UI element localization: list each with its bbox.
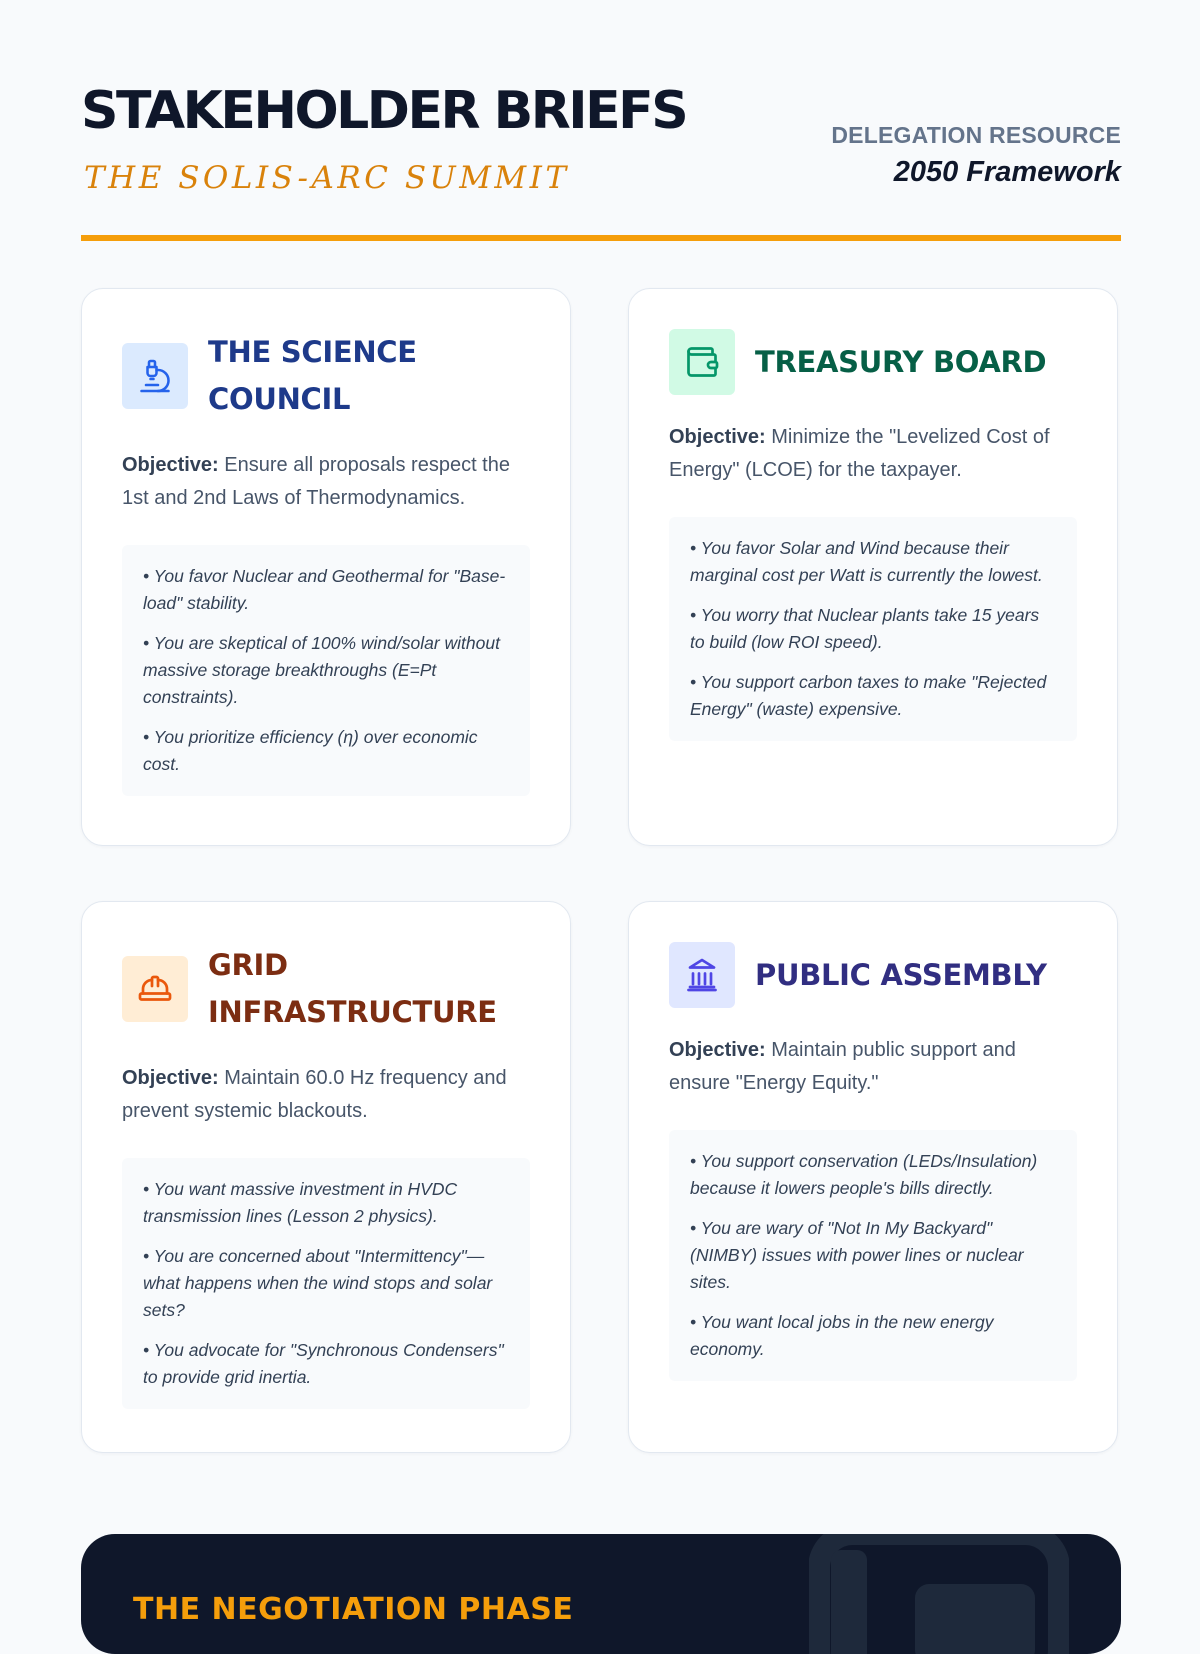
- list-item: • You are skeptical of 100% wind/solar without massive storage breakthroughs (E=Pt constraints).: [143, 633, 500, 707]
- list-item: • You favor Nuclear and Geothermal for "Base-load" stability.: [143, 566, 506, 613]
- list-item: • You want massive investment in HVDC transmission lines (Lesson 2 physics).: [143, 1179, 458, 1226]
- meta-label: DELEGATION RESOURCE: [831, 122, 1121, 148]
- card-grid-infrastructure: [81, 901, 571, 1453]
- list-item: • You worry that Nuclear plants take 15 years to build (low ROI speed).: [690, 605, 1040, 652]
- card-title: [208, 329, 417, 423]
- card-points: [122, 1158, 530, 1409]
- list-item: • You are wary of "Not In My Backyard" (NIMBY) issues with power lines or nuclear sites.: [690, 1218, 1024, 1292]
- list-item: • You are concerned about "Intermittency"—what happens when the wind stops and solar sets?: [143, 1246, 493, 1320]
- list-item: • You want local jobs in the new energy economy.: [690, 1312, 994, 1359]
- card-title-line: INFRASTRUCTURE: [208, 995, 497, 1029]
- negotiation-panel: [81, 1534, 1121, 1654]
- card-header: [122, 329, 530, 423]
- card-title: PUBLIC ASSEMBLY: [755, 957, 1047, 992]
- list-item: • You favor Solar and Wind because their marginal cost per Watt is currently the lowest.: [690, 538, 1043, 585]
- card-header: [669, 942, 1077, 1008]
- list-item: • You advocate for "Synchronous Condensers" to provide grid inertia.: [143, 1340, 504, 1387]
- microscope-icon: [122, 343, 188, 409]
- objective-text: Maintain public support and ensure "Energy Equity.": [669, 1039, 1016, 1094]
- list-item: • You prioritize efficiency (η) over economic cost.: [143, 727, 478, 774]
- page-header: [81, 78, 1121, 241]
- card-objective: [669, 1034, 1077, 1100]
- card-title: [208, 942, 497, 1036]
- card-objective: [122, 1062, 530, 1128]
- card-objective: [669, 421, 1077, 487]
- negotiation-title: THE NEGOTIATION PHASE: [133, 1592, 574, 1627]
- card-public-assembly: [628, 901, 1118, 1453]
- header-meta: [831, 122, 1121, 189]
- hard-hat-icon: [122, 956, 188, 1022]
- objective-text: Maintain 60.0 Hz frequency and prevent systemic blackouts.: [122, 1067, 507, 1122]
- card-header: [122, 942, 530, 1036]
- card-title-line: COUNCIL: [208, 382, 351, 416]
- card-science-council: [81, 288, 571, 846]
- card-objective: [122, 449, 530, 515]
- card-points: [669, 517, 1077, 741]
- meta-value: 2050 Framework: [893, 156, 1121, 188]
- objective-text: Minimize the "Levelized Cost of Energy" (LCOE) for the taxpayer.: [669, 426, 1050, 481]
- objective-label: Objective:: [122, 1067, 219, 1089]
- list-item: • You support conservation (LEDs/Insulation) because it lowers people's bills directly.: [690, 1151, 1038, 1198]
- card-points: [122, 545, 530, 796]
- objective-label: Objective:: [669, 1039, 766, 1061]
- objective-label: Objective:: [122, 454, 219, 476]
- card-header: [669, 329, 1077, 395]
- page-title: STAKEHOLDER BRIEFS: [81, 81, 687, 141]
- card-treasury-board: [628, 288, 1118, 846]
- objective-text: Ensure all proposals respect the 1st and 2nd Laws of Thermodynamics.: [122, 454, 510, 509]
- page-subtitle: THE SOLIS-ARC SUMMIT: [84, 160, 570, 196]
- card-title-line: THE SCIENCE: [208, 335, 417, 369]
- card-title: TREASURY BOARD: [755, 344, 1047, 379]
- wallet-icon: [669, 329, 735, 395]
- card-title-line: GRID: [208, 948, 288, 982]
- objective-label: Objective:: [669, 426, 766, 448]
- card-points: [669, 1130, 1077, 1381]
- list-item: • You support carbon taxes to make "Rejected Energy" (waste) expensive.: [690, 672, 1047, 719]
- handshake-icon: [809, 1534, 1069, 1654]
- government-building-icon: [669, 942, 735, 1008]
